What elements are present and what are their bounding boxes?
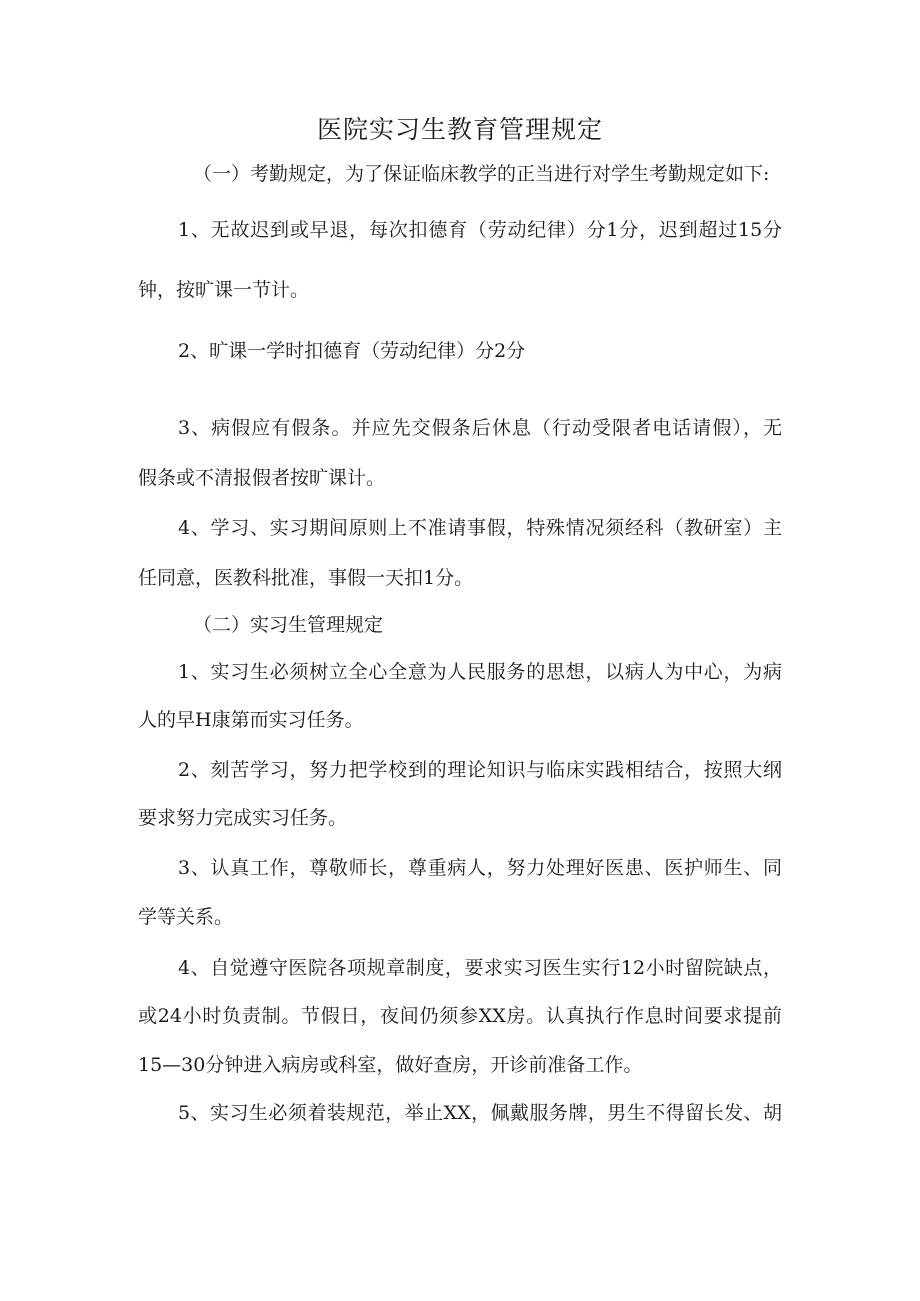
paragraph-line: 或24小时负责制。节假日，夜间仍须参XX房。认真执行作息时间要求提前 — [138, 1005, 782, 1027]
page-title: 医院实习生教育管理规定 — [316, 115, 603, 144]
paragraph-line: 1、实习生必须树立全心全意为人民服务的思想，以病人为中心，为病 — [178, 661, 782, 683]
paragraph-line: 1、无故迟到或早退，每次扣德育（劳动纪律）分1分，迟到超过15分 — [178, 219, 782, 241]
paragraph-line: 假条或不清报假者按旷课计。 — [138, 467, 386, 489]
paragraph-line: 人的早H康第而实习任务。 — [138, 709, 364, 731]
paragraph-line: 2、刻苦学习，努力把学校到的理论知识与临床实践相结合，按照大纲 — [178, 759, 782, 781]
paragraph-line: 任同意，医教科批准，事假一天扣1分。 — [138, 567, 474, 589]
paragraph-line: 2、旷课一学时扣德育（劳动纪律）分2分 — [178, 340, 526, 362]
paragraph-line: 3、认真工作，尊敬师长，尊重病人，努力处理好医患、医护师生、同 — [178, 857, 782, 879]
section-heading-intern-management: （二）实习生管理规定 — [193, 614, 384, 636]
paragraph-line: 4、学习、实习期间原则上不准请事假，特殊情况须经科（教研室）主 — [178, 517, 782, 539]
paragraph-line: 钟，按旷课一节计。 — [138, 279, 310, 301]
paragraph-line: 3、病假应有假条。并应先交假条后休息（行动受限者电话请假），无 — [178, 417, 782, 439]
paragraph-line: 4、自觉遵守医院各项规章制度，要求实习医生实行12小时留院缺点， — [178, 957, 782, 979]
paragraph-line: 15—30分钟进入病房或科室，做好查房，开诊前准备工作。 — [138, 1054, 643, 1076]
section-heading-attendance: （一）考勤规定，为了保证临床教学的正当进行对学生考勤规定如下: — [193, 163, 770, 185]
paragraph-line: 要求努力完成实习任务。 — [138, 807, 348, 829]
paragraph-line: 5、实习生必须着装规范，举止XX，佩戴服务牌，男生不得留长发、胡 — [178, 1102, 782, 1124]
paragraph-line: 学等关系。 — [138, 906, 234, 928]
